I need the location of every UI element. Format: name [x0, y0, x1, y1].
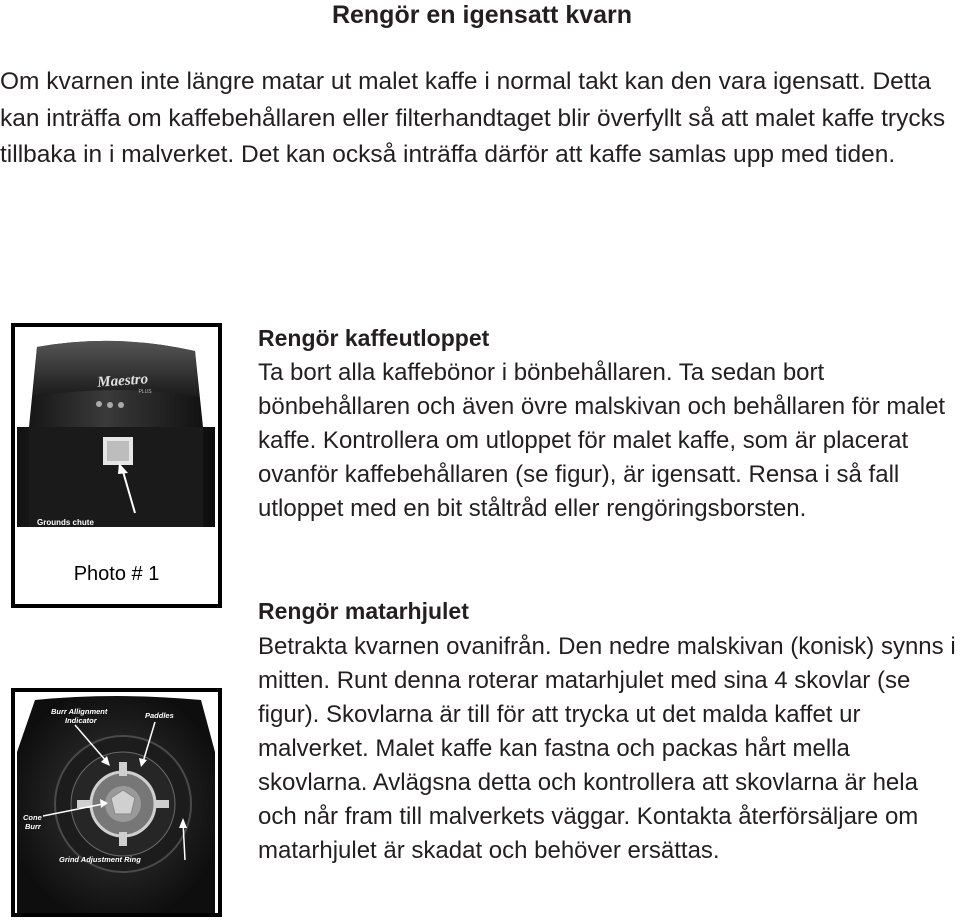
label-burr-alignment: Burr Allignment [51, 707, 108, 716]
photo-feed-wheel [11, 688, 222, 917]
label-paddles: Paddles [145, 711, 174, 720]
photo-caption: Photo # 1 [73, 563, 160, 585]
section-heading: Rengör matarhjulet [258, 598, 469, 624]
section-body: Ta bort alla kaffebönor i bönbehållaren. Ta sedan bort bönbehållaren och även övre malskivan och behållaren för malet kaffe. Kontrollera om utloppet för malet kaffe, som är placerat ovanför kaffebehållaren (se figur), är igensatt. Rensa i så fall utloppet med en bit ståltråd eller rengöringsborsten. [258, 359, 946, 522]
label-burr: Burr [25, 822, 41, 831]
section-heading: Rengör kaffeutloppet [258, 325, 490, 351]
label-cone: Cone [23, 813, 42, 822]
section-clean-outlet [258, 323, 960, 526]
section-body: Betrakta kvarnen ovanifrån. Den nedre malskivan (konisk) synns i mitten. Runt denna roterar matarhjulet med sina 4 skovlar (se figur). Skovlarna är till för att trycka ut det malda kaffet ur malverket. Malet kaffe kan fastna och packas hårt mella skovlarna. Avlägsna detta och kontrollera att skovlarna är hela och når fram till malverkets väggar. Kontakta återförsäljare om matarhjulet är skadat och behöver ersättas. [258, 633, 956, 864]
photo-grounds-chute [11, 323, 222, 608]
section-clean-feed-wheel [258, 596, 960, 868]
label-burr-indicator: Indicator [65, 716, 97, 725]
brand-logo-sub: PLUS [138, 389, 152, 395]
brand-logo: Maestro [96, 371, 149, 391]
intro-paragraph: Om kvarnen inte längre matar ut malet kaffe i normal takt kan den vara igensatt. Detta kan inträffa om kaffebehållaren eller filterhandtaget blir överfyllt så att malet kaffe trycks tillbaka in i malverket. Det kan också inträffa därför att kaffe samlas upp med tiden. [0, 68, 946, 168]
label-grounds-chute: Grounds chute [37, 518, 94, 527]
label-grind-ring: Grind Adjustment Ring [59, 855, 141, 864]
page-title: Rengör en igensatt kvarn [331, 1, 633, 29]
grinder-top-photo [15, 692, 218, 913]
